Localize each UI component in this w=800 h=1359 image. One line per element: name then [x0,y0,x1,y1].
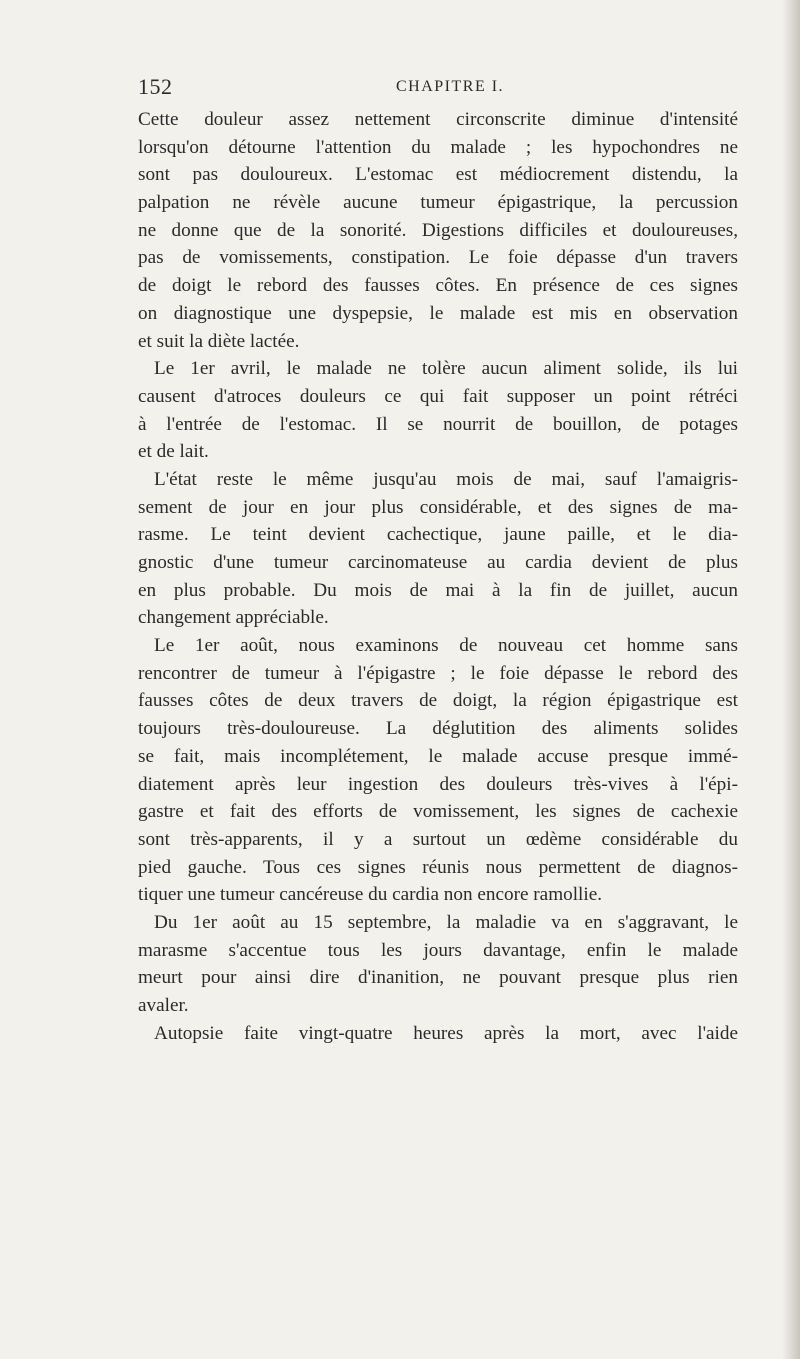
page-number: 152 [138,74,173,99]
text-line: diatement après leur ingestion des douleurs très-vives à l'épi- [138,773,738,795]
text-line: lorsqu'on détourne l'attention du malade ; les hypochondres ne [138,136,738,158]
text-line: gnostic d'une tumeur carcinomateuse au cardia devient de plus [138,552,738,573]
running-title: CHAPITRE I. [396,78,505,95]
text-line: avaler. [138,995,189,1016]
text-line: sont pas douloureux. L'estomac est médiocrement distendu, la [138,164,738,186]
paragraph-start-line: Le 1er août, nous examinons de nouveau cet homme sans [154,635,738,657]
text-line: à l'entrée de l'estomac. Il se nourrit de bouillon, de potages [138,413,738,435]
paragraph-start-line: Le 1er avril, le malade ne tolère aucun aliment solide, ils lui [154,358,738,380]
text-line: marasme s'accentue tous les jours davantage, enfin le malade [138,939,738,961]
text-line: changement appréciable. [138,607,329,629]
text-line: toujours très-douloureuse. La déglutition des aliments solides [138,718,738,740]
text-line: et de lait. [138,441,209,463]
text-line: sont très-apparents, il y a surtout un œdème considérable du [138,828,738,850]
text-line: ne donne que de la sonorité. Digestions difficiles et douloureuses, [138,219,738,241]
text-line: se fait, mais incomplétement, le malade accuse presque immé- [138,745,738,767]
text-line: Cette douleur assez nettement circonscrite diminue d'intensité [138,109,738,130]
paragraph-start-line: L'état reste le même jusqu'au mois de mai, sauf l'amaigris- [154,468,738,490]
text-line: palpation ne révèle aucune tumeur épigastrique, la percussion [138,192,738,214]
text-line: gastre et fait des efforts de vomissement, les signes de cachexie [138,801,738,823]
text-line: rencontrer de tumeur à l'épigastre ; le foie dépasse le rebord des [138,662,738,684]
text-line: sement de jour en jour plus considérable, et des signes de ma- [138,496,738,518]
page-edge-shadow [782,0,800,1359]
text-line: meurt pour ainsi dire d'inanition, ne pouvant presque plus rien [138,967,738,989]
text-line: tiquer une tumeur cancéreuse du cardia non encore ramollie. [138,884,603,906]
paragraph-start-line: Du 1er août au 15 septembre, la maladie va en s'aggravant, le [154,911,738,933]
text-line: pied gauche. Tous ces signes réunis nous permettent de diagnos- [138,856,738,878]
text-line: et suit la diète lactée. [138,330,300,352]
text-line: causent d'atroces douleurs ce qui fait supposer un point rétréci [138,385,738,407]
text-line: rasme. Le teint devient cachectique, jaune paille, et le dia- [138,524,738,546]
text-line: de doigt le rebord des fausses côtes. En présence de ces signes [138,275,738,297]
text-line: fausses côtes de deux travers de doigt, la région épigastrique est [138,690,738,712]
text-line: en plus probable. Du mois de mai à la fin de juillet, aucun [138,579,738,601]
text-line: on diagnostique une dyspepsie, le malade est mis en observation [138,302,738,324]
paragraph-start-line: Autopsie faite vingt-quatre heures après la mort, avec l'aide [154,1022,738,1044]
text-line: pas de vomissements, constipation. Le foie dépasse d'un travers [138,247,738,269]
body-text [138,106,738,1047]
page-header [138,74,738,102]
